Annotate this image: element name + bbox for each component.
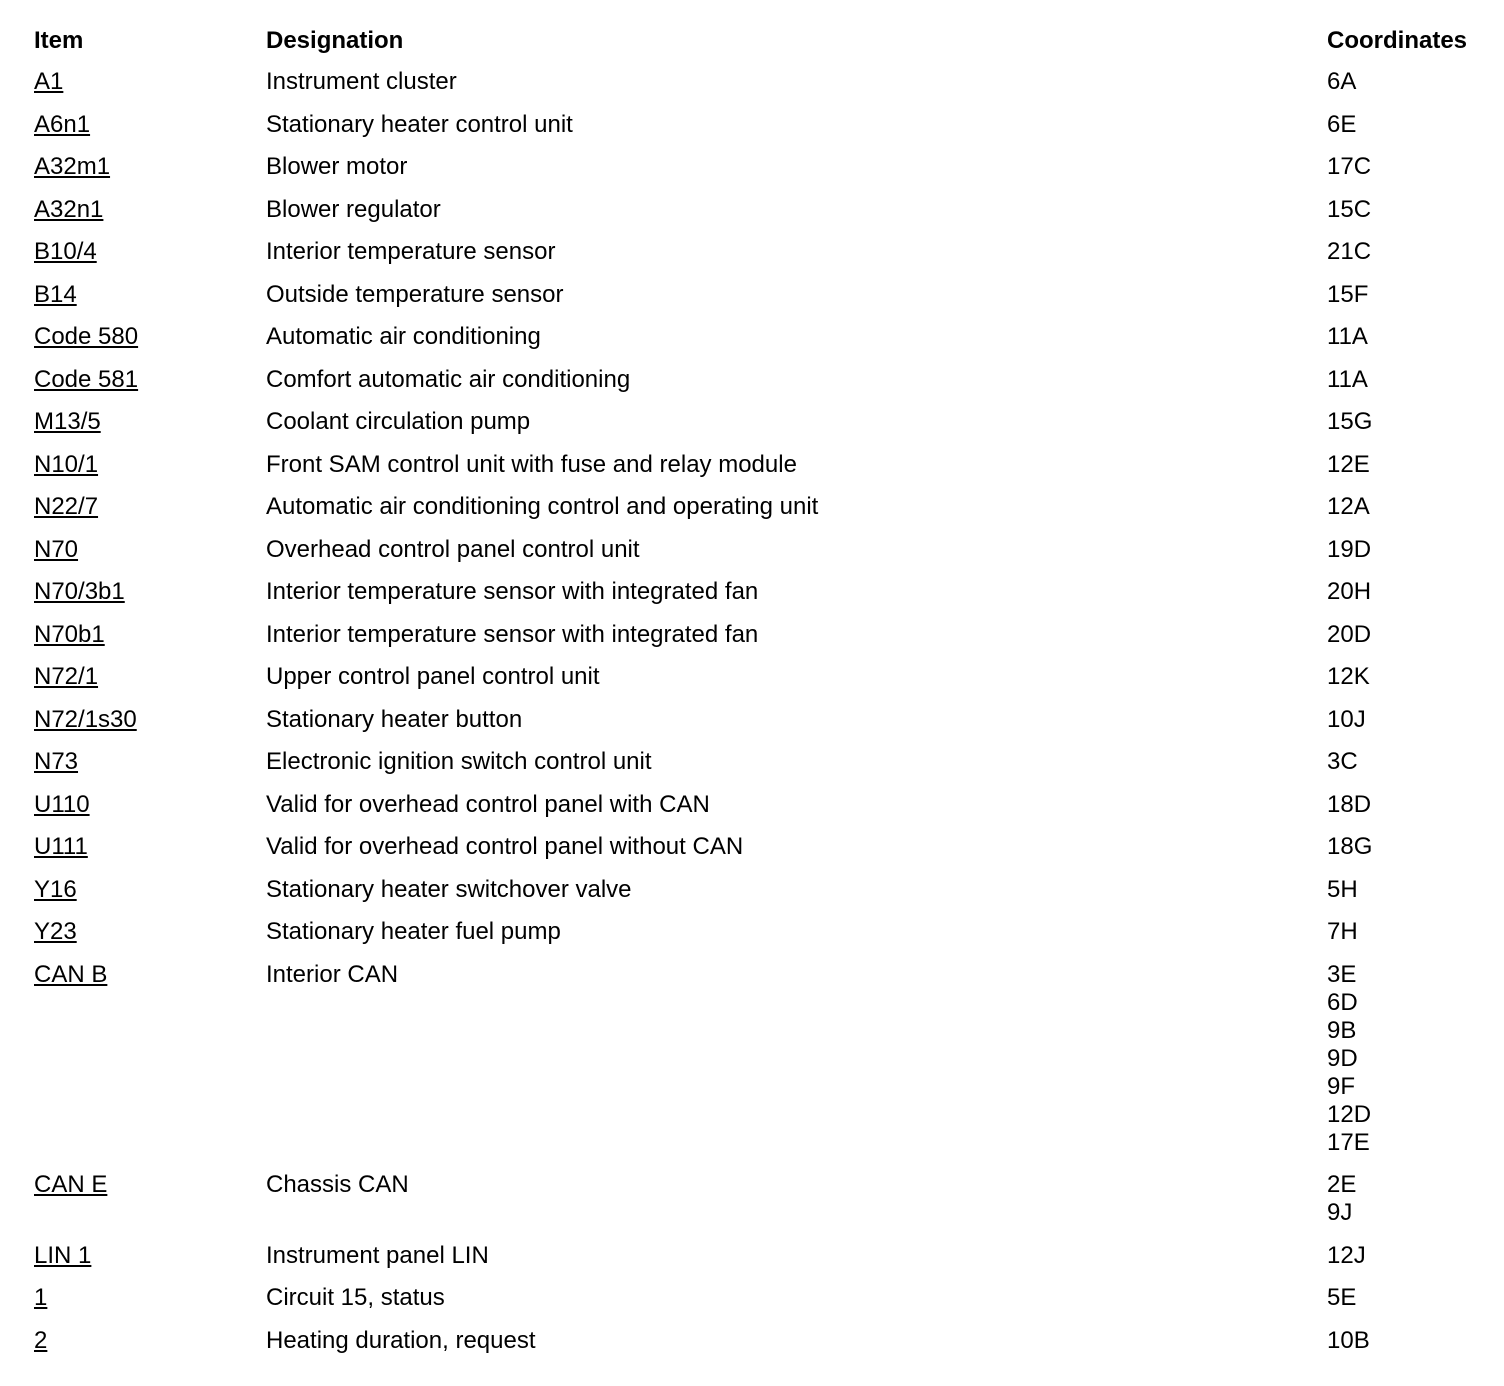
coordinates-cell <box>1327 699 1484 742</box>
designation-cell: Chassis CAN <box>266 1171 409 1198</box>
coordinate-value: 9F <box>1327 1072 1356 1100</box>
item-link[interactable]: A1 <box>34 68 64 95</box>
item-cell <box>34 869 266 912</box>
item-link[interactable]: 1 <box>34 1284 48 1311</box>
item-cell <box>34 571 266 614</box>
column-header-coordinates: Coordinates <box>1327 27 1468 54</box>
coordinates-cell <box>1327 784 1484 827</box>
item-cell <box>34 316 266 359</box>
table-row <box>34 316 1484 359</box>
designation-cell: Outside temperature sensor <box>266 280 564 308</box>
coordinate-value: 3C <box>1327 748 1358 775</box>
coordinates-cell <box>1327 189 1484 232</box>
designation-cell: Stationary heater button <box>266 705 523 733</box>
item-cell <box>34 614 266 657</box>
item-cell <box>34 1277 266 1320</box>
coordinate-value: 9J <box>1327 1199 1353 1226</box>
coordinates-cell <box>1327 741 1484 784</box>
item-link[interactable]: N22/7 <box>34 493 99 520</box>
coordinate-value: 6A <box>1327 68 1357 95</box>
item-link[interactable]: Y16 <box>34 875 77 903</box>
designation-cell: Automatic air conditioning <box>266 323 541 350</box>
coordinate-value: 12A <box>1327 493 1370 520</box>
table-row <box>34 614 1484 657</box>
coordinate-value: 5E <box>1327 1284 1357 1311</box>
coordinates-cell <box>1327 274 1484 317</box>
item-link[interactable]: A6n1 <box>34 110 91 138</box>
item-link[interactable]: 2 <box>34 1326 48 1354</box>
item-cell <box>34 954 266 1165</box>
legend-table <box>34 22 1484 1362</box>
designation-cell: Blower motor <box>266 153 408 180</box>
item-link[interactable]: U111 <box>34 833 88 860</box>
coordinate-value: 18G <box>1327 833 1373 860</box>
designation-cell: Comfort automatic air conditioning <box>266 365 631 393</box>
table-row <box>34 699 1484 742</box>
coordinates-cell <box>1327 826 1484 869</box>
table-row <box>34 359 1484 402</box>
item-link[interactable]: M13/5 <box>34 408 101 435</box>
coordinates-cell <box>1327 614 1484 657</box>
designation-cell: Interior CAN <box>266 960 399 988</box>
coordinate-value: 18D <box>1327 790 1372 818</box>
coordinate-value: 11A <box>1327 323 1368 350</box>
coordinates-cell <box>1327 1320 1484 1363</box>
coordinates-cell <box>1327 571 1484 614</box>
designation-cell: Instrument panel LIN <box>266 1241 489 1269</box>
table-row <box>34 104 1484 147</box>
coordinates-cell <box>1327 61 1484 104</box>
coordinates-cell <box>1327 316 1484 359</box>
item-cell <box>34 911 266 954</box>
item-cell <box>34 274 266 317</box>
designation-cell: Interior temperature sensor with integrated fan <box>266 620 759 648</box>
item-cell <box>34 1320 266 1363</box>
table-row <box>34 954 1484 1165</box>
coordinates-cell <box>1327 1164 1484 1235</box>
designation-cell: Stationary heater switchover valve <box>266 875 632 903</box>
coordinate-value: 2E <box>1327 1171 1357 1198</box>
item-link[interactable]: CAN E <box>34 1171 108 1198</box>
item-link[interactable]: LIN 1 <box>34 1241 92 1269</box>
designation-cell: Blower regulator <box>266 195 441 223</box>
item-cell <box>34 656 266 699</box>
designation-cell: Automatic air conditioning control and operating unit <box>266 493 819 520</box>
header-row <box>34 22 1484 61</box>
coordinate-value: 17C <box>1327 153 1372 180</box>
coordinate-value: 11A <box>1327 365 1368 393</box>
item-cell <box>34 104 266 147</box>
coordinate-value: 7H <box>1327 918 1358 945</box>
coordinate-value: 19D <box>1327 535 1372 563</box>
coordinate-value: 10B <box>1327 1326 1370 1354</box>
item-cell <box>34 231 266 274</box>
coordinate-value: 10J <box>1327 705 1366 733</box>
table-row <box>34 1235 1484 1278</box>
item-link[interactable]: N70/3b1 <box>34 578 125 605</box>
item-link[interactable]: N72/1 <box>34 663 99 690</box>
item-cell <box>34 486 266 529</box>
designation-cell: Stationary heater control unit <box>266 110 573 138</box>
item-link[interactable]: A32n1 <box>34 195 104 223</box>
coordinate-value: 6D <box>1327 988 1358 1016</box>
item-cell <box>34 784 266 827</box>
designation-cell: Overhead control panel control unit <box>266 535 640 563</box>
table-row <box>34 274 1484 317</box>
coordinate-value: 12J <box>1327 1241 1366 1269</box>
coordinates-cell <box>1327 146 1484 189</box>
item-link[interactable]: B14 <box>34 280 77 308</box>
coordinate-value: 20D <box>1327 620 1372 648</box>
table-row <box>34 571 1484 614</box>
designation-cell: Interior temperature sensor with integrated fan <box>266 578 759 605</box>
item-cell <box>34 359 266 402</box>
table-row <box>34 826 1484 869</box>
coordinate-value: 5H <box>1327 875 1358 903</box>
table-row <box>34 146 1484 189</box>
coordinate-value: 12D <box>1327 1100 1372 1128</box>
designation-cell: Valid for overhead control panel with CAN <box>266 790 710 818</box>
column-header-designation: Designation <box>266 27 404 54</box>
item-link[interactable]: N10/1 <box>34 450 99 478</box>
item-link[interactable]: N70b1 <box>34 620 105 648</box>
coordinate-value: 21C <box>1327 238 1372 265</box>
designation-cell: Heating duration, request <box>266 1326 536 1354</box>
coordinate-value: 15C <box>1327 195 1372 223</box>
coordinate-value: 9B <box>1327 1016 1357 1044</box>
table-row <box>34 444 1484 487</box>
coordinate-value: 17E <box>1327 1128 1370 1156</box>
coordinates-cell <box>1327 1277 1484 1320</box>
item-link[interactable]: A32m1 <box>34 153 111 180</box>
coordinate-value: 20H <box>1327 578 1372 605</box>
item-link[interactable]: Y23 <box>34 918 77 945</box>
coordinates-cell <box>1327 656 1484 699</box>
coordinates-cell <box>1327 444 1484 487</box>
designation-cell: Interior temperature sensor <box>266 238 556 265</box>
item-link[interactable]: N72/1s30 <box>34 705 137 733</box>
designation-cell: Front SAM control unit with fuse and relay module <box>266 450 797 478</box>
table-row <box>34 1277 1484 1320</box>
table-row <box>34 401 1484 444</box>
designation-cell: Stationary heater fuel pump <box>266 918 561 945</box>
item-link[interactable]: CAN B <box>34 960 108 988</box>
item-cell <box>34 699 266 742</box>
item-cell <box>34 1235 266 1278</box>
item-cell <box>34 529 266 572</box>
coordinates-cell <box>1327 231 1484 274</box>
item-link[interactable]: Code 580 <box>34 323 139 350</box>
coordinate-value: 6E <box>1327 110 1357 138</box>
table-row <box>34 911 1484 954</box>
table-row <box>34 784 1484 827</box>
table-row <box>34 231 1484 274</box>
item-cell <box>34 741 266 784</box>
table-row <box>34 529 1484 572</box>
designation-cell: Electronic ignition switch control unit <box>266 748 652 775</box>
coordinates-cell <box>1327 954 1484 1165</box>
coordinates-cell <box>1327 869 1484 912</box>
item-cell <box>34 826 266 869</box>
legend-body <box>34 61 1484 1362</box>
item-cell <box>34 1164 266 1235</box>
designation-cell: Upper control panel control unit <box>266 663 600 690</box>
coordinate-value: 12K <box>1327 663 1370 690</box>
designation-cell: Instrument cluster <box>266 68 457 95</box>
coordinate-value: 12E <box>1327 450 1370 478</box>
coordinate-value: 9D <box>1327 1044 1358 1072</box>
item-cell <box>34 146 266 189</box>
coordinates-cell <box>1327 911 1484 954</box>
item-cell <box>34 189 266 232</box>
table-row <box>34 869 1484 912</box>
coordinates-cell <box>1327 1235 1484 1278</box>
table-row <box>34 189 1484 232</box>
coordinate-value: 3E <box>1327 960 1357 988</box>
coordinates-cell <box>1327 401 1484 444</box>
item-link[interactable]: N70 <box>34 535 79 563</box>
table-row <box>34 656 1484 699</box>
item-link[interactable]: N73 <box>34 748 79 775</box>
item-cell <box>34 444 266 487</box>
coordinates-cell <box>1327 529 1484 572</box>
item-link[interactable]: U110 <box>34 790 90 818</box>
coordinate-value: 15F <box>1327 280 1369 308</box>
item-cell <box>34 61 266 104</box>
coordinates-cell <box>1327 359 1484 402</box>
table-row <box>34 61 1484 104</box>
coordinates-cell <box>1327 104 1484 147</box>
coordinates-cell <box>1327 486 1484 529</box>
column-header-item: Item <box>34 27 84 54</box>
item-link[interactable]: B10/4 <box>34 238 97 265</box>
item-link[interactable]: Code 581 <box>34 365 139 393</box>
item-cell <box>34 401 266 444</box>
coordinate-value: 15G <box>1327 408 1373 435</box>
designation-cell: Coolant circulation pump <box>266 408 531 435</box>
table-row <box>34 1320 1484 1363</box>
table-row <box>34 486 1484 529</box>
designation-cell: Circuit 15, status <box>266 1284 445 1311</box>
table-row <box>34 1164 1484 1235</box>
designation-cell: Valid for overhead control panel without CAN <box>266 833 744 860</box>
table-row <box>34 741 1484 784</box>
